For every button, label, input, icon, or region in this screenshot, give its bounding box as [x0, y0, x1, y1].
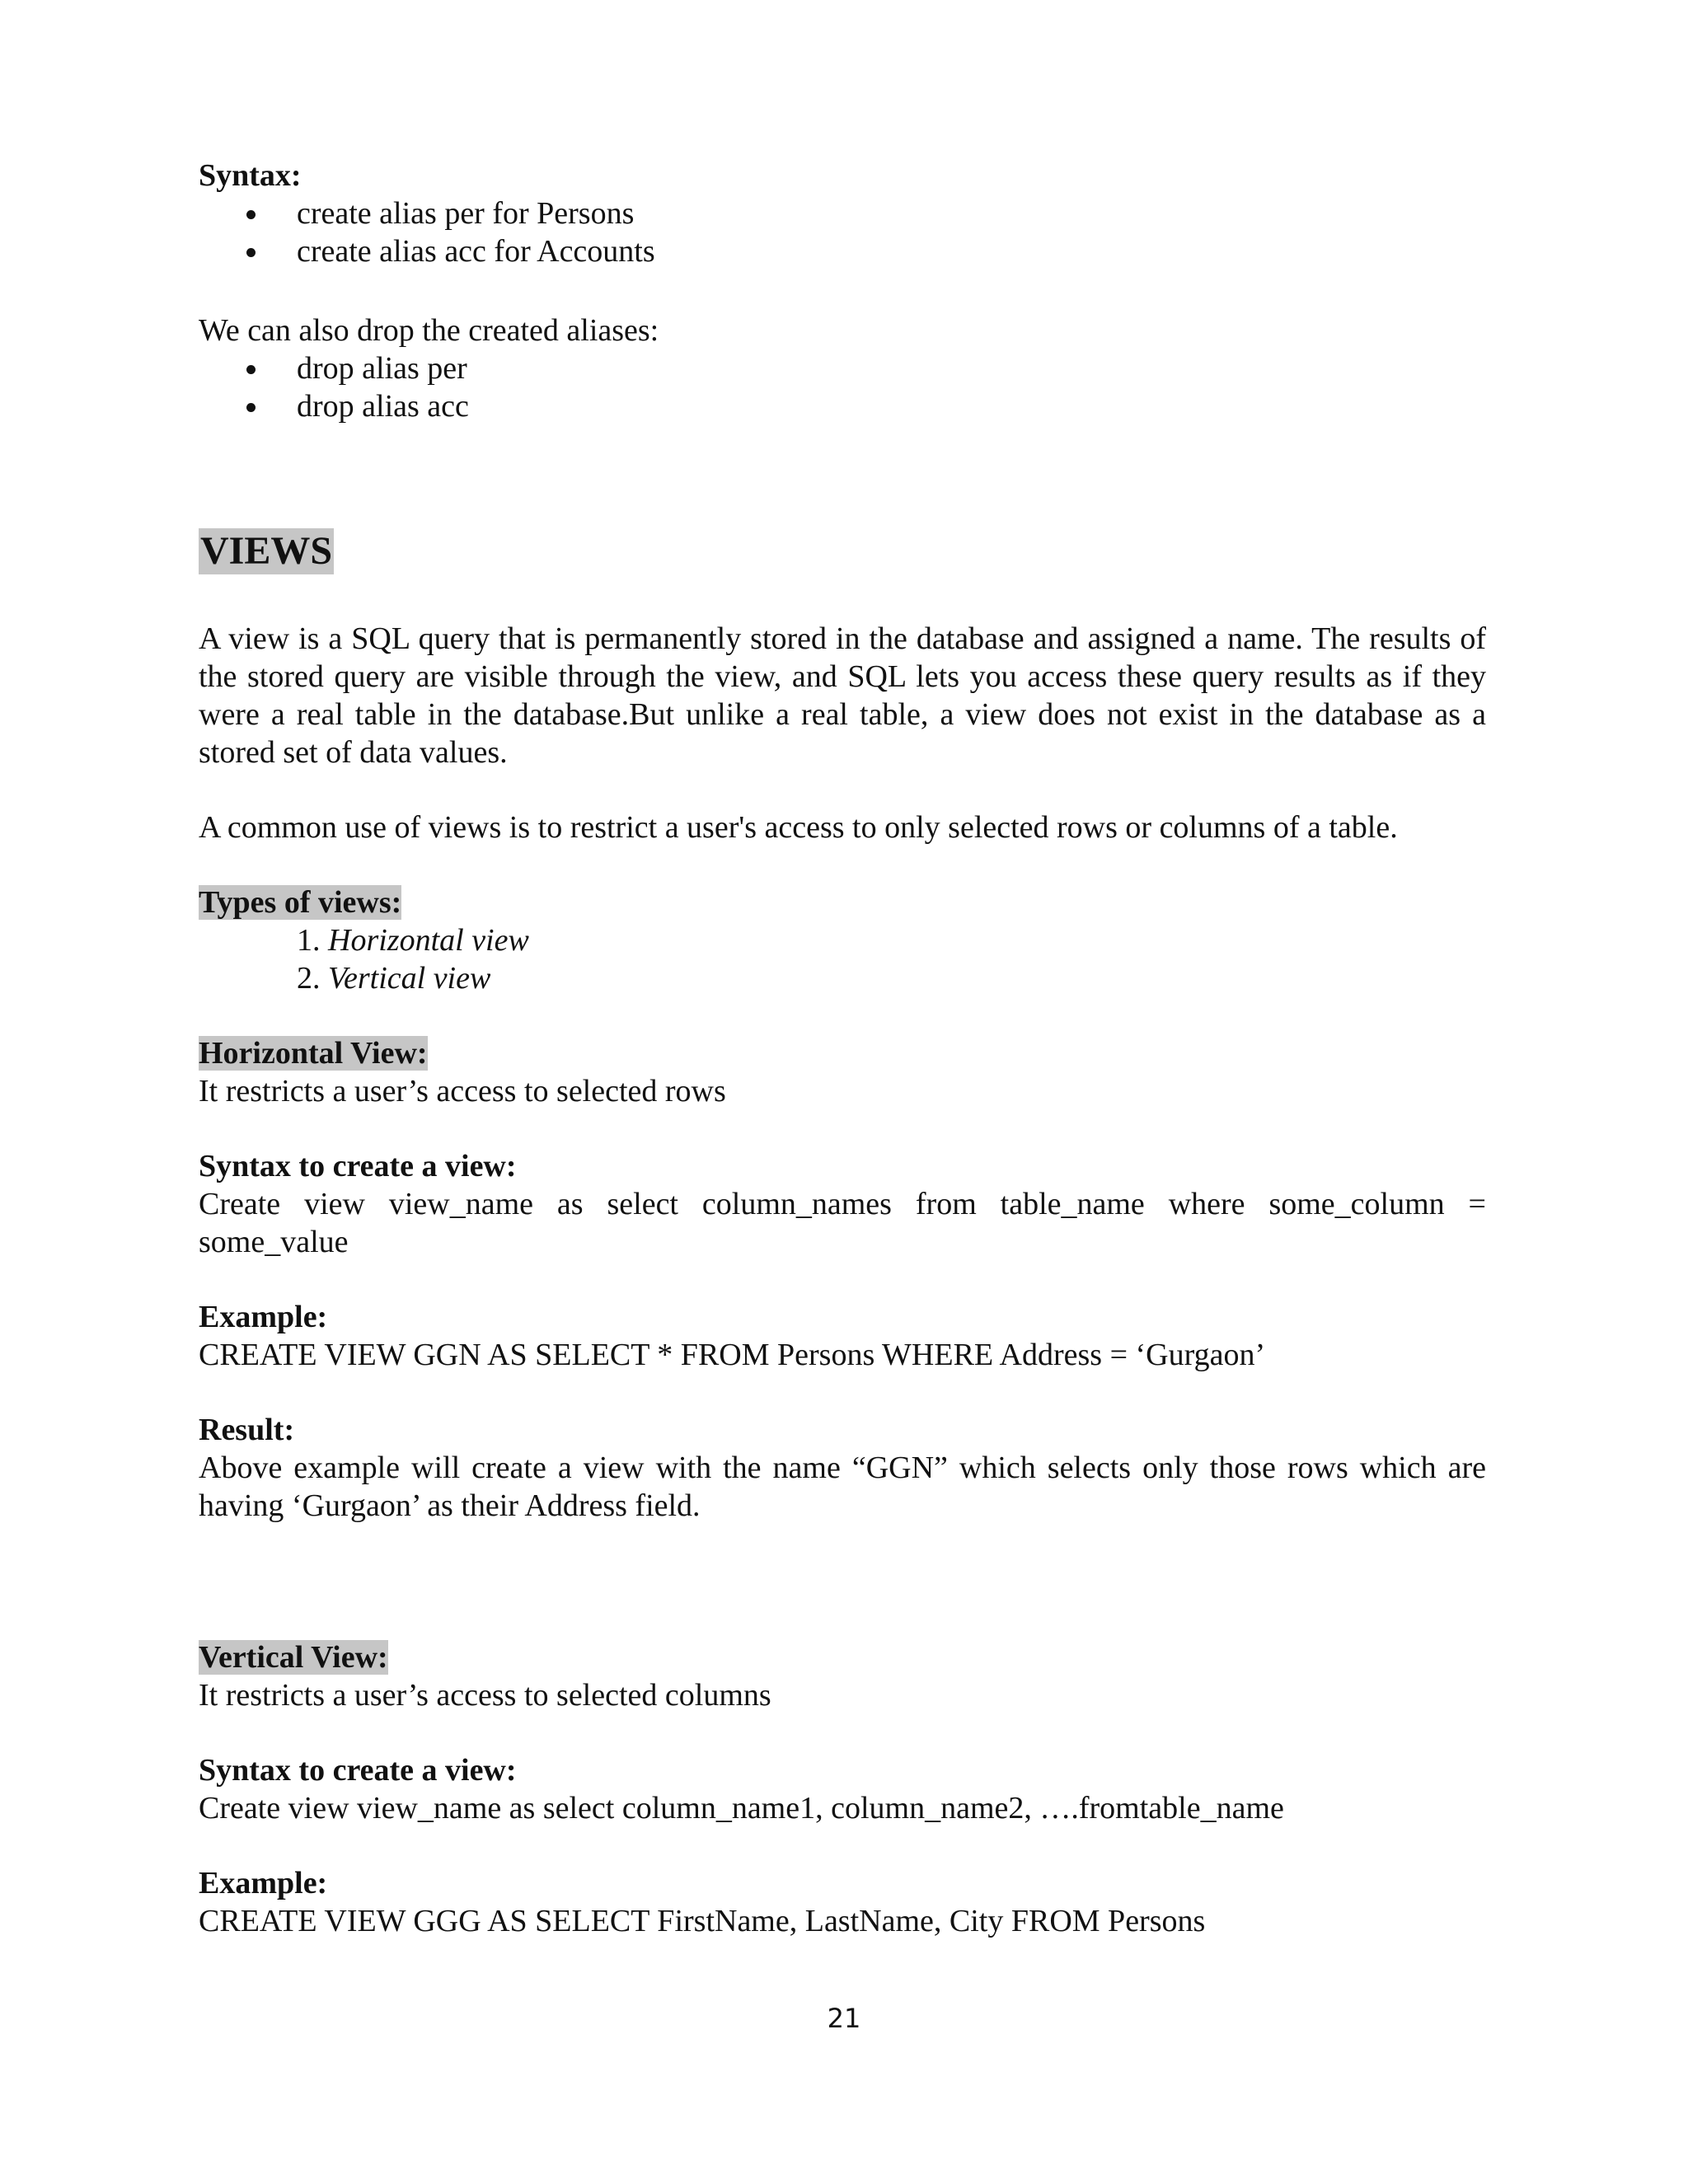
- vertical-view-description: It restricts a user’s access to selected columns: [199, 1678, 771, 1713]
- bullet-icon: [246, 248, 256, 257]
- types-of-views-list: [199, 921, 1486, 997]
- views-heading-row: [199, 528, 1486, 574]
- list-item: create alias per for Persons: [199, 194, 1486, 232]
- bullet-icon: [246, 365, 256, 374]
- drop-alias-intro: We can also drop the created aliases:: [199, 313, 659, 348]
- alias-syntax-label: Syntax:: [199, 158, 302, 193]
- page-number: 21: [827, 2003, 861, 2034]
- views-common-use: A common use of views is to restrict a user's access to only selected rows or columns of a table.: [199, 810, 1398, 845]
- drop-alias-list: [199, 349, 1486, 425]
- horizontal-result-text: Above example will create a view with the name “GGN” which selects only those rows which are having ‘Gurgaon’ as their Address field.: [199, 1451, 1486, 1523]
- vertical-example-code: CREATE VIEW GGG AS SELECT FirstName, LastName, City FROM Persons: [199, 1904, 1206, 1938]
- horizontal-syntax-line2: some_value: [199, 1225, 349, 1259]
- vertical-example-label: Example:: [199, 1866, 328, 1900]
- horizontal-view-label: Horizontal View:: [199, 1036, 428, 1071]
- alias-syntax-list: [199, 194, 1486, 270]
- views-intro-paragraph: A view is a SQL query that is permanently stored in the database and assigned a name. The results of the stored query are visible through the view, and SQL lets you access these query results as if they were a real table in the database.But unlike a real table, a view does not exist in the database as a stored set of data values.: [199, 621, 1486, 770]
- list-item: drop alias per: [199, 349, 1486, 387]
- horizontal-view-description: It restricts a user’s access to selected rows: [199, 1074, 726, 1108]
- horizontal-example-label: Example:: [199, 1300, 328, 1334]
- vertical-syntax-label: Syntax to create a view:: [199, 1753, 517, 1788]
- horizontal-syntax-line1: Create view view_name as select column_names from table_name where some_column =: [199, 1187, 1486, 1221]
- list-item: create alias acc for Accounts: [199, 232, 1486, 270]
- list-item: 2. Vertical view: [297, 961, 491, 996]
- horizontal-result-label: Result:: [199, 1413, 295, 1447]
- types-of-views-label: Types of views:: [199, 885, 402, 920]
- vertical-syntax-text: Create view view_name as select column_name1, column_name2, ….fromtable_name: [199, 1791, 1284, 1825]
- bullet-icon: [246, 403, 256, 412]
- bullet-icon: [246, 210, 256, 219]
- vertical-view-label: Vertical View:: [199, 1640, 388, 1675]
- list-item: drop alias acc: [199, 387, 1486, 425]
- document-page: [199, 157, 1486, 1940]
- horizontal-example-code: CREATE VIEW GGN AS SELECT * FROM Persons WHERE Address = ‘Gurgaon’: [199, 1338, 1266, 1372]
- views-heading: VIEWS: [200, 529, 333, 573]
- list-item: 1. Horizontal view: [297, 923, 529, 958]
- horizontal-syntax-label: Syntax to create a view:: [199, 1149, 517, 1183]
